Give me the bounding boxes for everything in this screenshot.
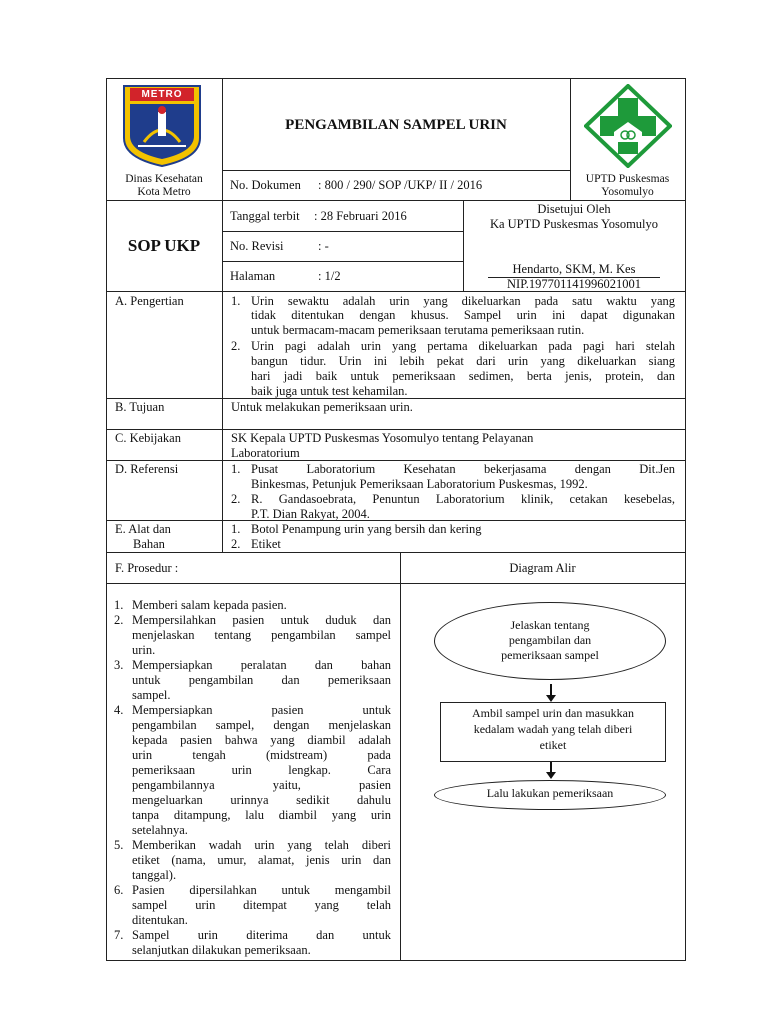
list-number: 1. — [231, 462, 241, 476]
section-d-label: D. Referensi — [115, 462, 179, 476]
grid-line — [106, 460, 686, 461]
step-5-line2: etiket (nama, umur, alamat, jenis urin dan — [132, 853, 391, 867]
step-4-line7: mengeluarkan urinnya sedikit dahulu — [132, 793, 391, 807]
section-e-label-line2: Bahan — [133, 537, 165, 551]
grid-line — [222, 170, 570, 171]
revision-label: No. Revisi — [230, 239, 284, 253]
grid-line — [106, 520, 686, 521]
doc-number-value: : 800 / 290/ SOP /UKP/ II / 2016 — [318, 178, 483, 192]
org-name-line2: Kota Metro — [137, 186, 191, 198]
grid-line — [222, 231, 463, 232]
grid-line — [400, 552, 401, 961]
purpose-text: Untuk melakukan pemeriksaan urin. — [231, 400, 413, 414]
step-4-line8: tanpa ditampung, lalu diambil yang urin — [132, 808, 391, 822]
flow-step-1-line1: Jelaskan tentang — [510, 618, 590, 632]
step-5-line3: tanggal). — [132, 868, 177, 882]
list-number: 7. — [114, 928, 124, 942]
table-border-bottom — [106, 960, 686, 961]
step-2-line1: Mempersilahkan pasien untuk duduk dan — [132, 613, 391, 627]
metro-logo-text: METRO — [141, 89, 183, 100]
step-3-line1: Mempersiapkan peralatan dan bahan — [132, 658, 391, 672]
approver-title: Ka UPTD Puskesmas Yosomulyo — [489, 217, 659, 231]
step-5-line1: Memberikan wadah urin yang telah diberi — [132, 838, 391, 852]
metro-logo — [122, 84, 202, 168]
puskesmas-logo — [584, 84, 672, 168]
step-6-line1: Pasien dipersilahkan untuk mengambil — [132, 883, 391, 897]
step-2-line2: menjelaskan tentang pengambilan sampel — [132, 628, 391, 642]
list-number: 2. — [231, 339, 241, 353]
definition-2-line2: bangun tidur. Urin ini lebih pekat dari urin yang dikeluarkan siang — [251, 354, 675, 368]
list-number: 2. — [231, 537, 241, 551]
reference-2-line1: R. Gandasoebrata, Penuntun Laboratorium klinik, cetakan kesebelas, — [251, 492, 675, 506]
step-7-line2: selanjutkan dilakukan pemeriksaan. — [132, 943, 311, 957]
reference-2-line2: P.T. Dian Rakyat, 2004. — [251, 507, 370, 521]
step-3-line3: sampel. — [132, 688, 171, 702]
step-4-line6: pengambilannya yaitu, pasien — [132, 778, 391, 792]
page-title: PENGAMBILAN SAMPEL URIN — [285, 117, 507, 133]
clinic-name-line2: Yosomulyo — [601, 186, 654, 198]
grid-line — [222, 261, 463, 262]
reference-1-line1: Pusat Laboratorium Kesehatan bekerjasama dengan Dit.Jen — [251, 462, 675, 476]
step-6-line2: sampel urin ditempat yang telah — [132, 898, 391, 912]
list-number: 2. — [231, 492, 241, 506]
list-number: 5. — [114, 838, 124, 852]
step-7-line1: Sampel urin diterima dan untuk — [132, 928, 391, 942]
list-number: 3. — [114, 658, 124, 672]
step-4-line2: pengambilan sampel, dengan menjelaskan — [132, 718, 391, 732]
flow-step-2-line1: Ambil sampel urin dan masukkan — [472, 706, 634, 720]
grid-line — [222, 291, 223, 552]
material-2: Etiket — [251, 537, 281, 551]
grid-line — [106, 200, 686, 201]
definition-2-line1: Urin pagi adalah urin yang pertama dikeluarkan pada pagi hari stelah — [251, 339, 675, 353]
flow-step-1-line3: pemeriksaan sampel — [501, 648, 599, 662]
step-4-line1: Mempersiapkan pasien untuk — [132, 703, 391, 717]
table-border-top — [106, 78, 686, 79]
section-e-label: E. Alat dan — [115, 522, 171, 536]
step-1-line1: Memberi salam kepada pasien. — [132, 598, 287, 612]
step-3-line2: untuk pengambilan dan pemeriksaan — [132, 673, 391, 687]
signer-name: Hendarto, SKM, M. Kes — [512, 262, 636, 276]
signer-nip: NIP.197701141996021001 — [507, 277, 641, 291]
section-a-label: A. Pengertian — [115, 294, 184, 308]
material-1: Botol Penampung urin yang bersih dan kering — [251, 522, 482, 536]
grid-line — [106, 429, 686, 430]
section-b-label: B. Tujuan — [115, 400, 165, 414]
diagram-label: Diagram Alir — [509, 561, 576, 575]
flow-arrow-down-icon — [550, 684, 552, 696]
approved-by: Disetujui Oleh — [537, 202, 611, 216]
definition-1-line2: tidak ditentukan dengan khusus. Sampel urin ini dapat digunakan — [251, 308, 675, 322]
reference-1-line2: Binkesmas, Petunjuk Pemeriksaan Laboratorium Puskesmas, 1992. — [251, 477, 588, 491]
flow-step-2-line2: kedalam wadah yang telah diberi — [473, 722, 633, 736]
grid-line — [106, 552, 686, 553]
step-4-line9: setelahnya. — [132, 823, 188, 837]
step-4-line4: urin tengah (midstream) pada — [132, 748, 391, 762]
flow-step-1-line2: pengambilan dan — [508, 633, 592, 647]
page-label: Halaman — [230, 269, 276, 283]
step-4-line3: kepada pasien bahwa yang diambil adalah — [132, 733, 391, 747]
step-2-line3: urin. — [132, 643, 156, 657]
list-number: 1. — [114, 598, 124, 612]
list-number: 4. — [114, 703, 124, 717]
list-number: 1. — [231, 522, 241, 536]
clinic-name-line1: UPTD Puskesmas — [585, 173, 670, 185]
grid-line — [222, 78, 223, 291]
definition-1-line3: untuk bermacam-macam pemeriksaan terutama pemeriksaan rutin. — [251, 323, 585, 337]
sop-label: SOP UKP — [127, 236, 201, 255]
section-c-label: C. Kebijakan — [115, 431, 181, 445]
step-4-line5: pemeriksaan urin lengkap. Cara — [132, 763, 391, 777]
definition-2-line3: hari jadi baik untuk pemeriksaan sedimen, berta jenis, protein, dan — [251, 369, 675, 383]
flow-step-3-text: Lalu lakukan pemeriksaan — [486, 786, 614, 800]
definition-1-line1: Urin sewaktu adalah urin yang dikeluarkan pada satu waktu yang — [251, 294, 675, 308]
issue-date-label: Tanggal terbit — [230, 209, 300, 223]
page-value: : 1/2 — [318, 269, 341, 283]
org-name-line1: Dinas Kesehatan — [125, 173, 203, 185]
flow-step-2-line3: etiket — [539, 738, 567, 752]
revision-value: : - — [318, 239, 329, 253]
section-f-label: F. Prosedur : — [115, 561, 179, 575]
list-number: 2. — [114, 613, 124, 627]
issue-date-value: : 28 Februari 2016 — [314, 209, 407, 223]
definition-2-line4: baik juga untuk test kehamilan. — [251, 384, 408, 398]
list-number: 1. — [231, 294, 241, 308]
doc-number-label: No. Dokumen — [230, 178, 301, 192]
step-6-line3: ditentukan. — [132, 913, 188, 927]
grid-line — [106, 583, 686, 584]
list-number: 6. — [114, 883, 124, 897]
flow-arrow-down-icon — [550, 762, 552, 773]
policy-line2: Laboratorium — [231, 446, 300, 460]
policy-line1: SK Kepala UPTD Puskesmas Yosomulyo tentang Pelayanan — [231, 431, 534, 445]
